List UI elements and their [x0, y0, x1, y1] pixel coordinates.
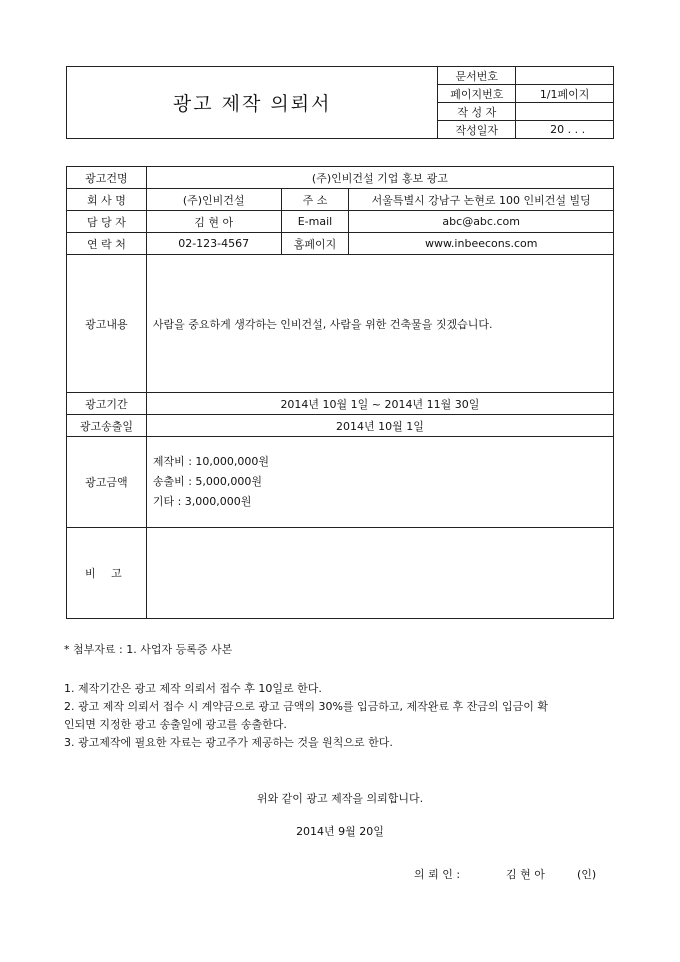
- page-no-value: 1/1페이지: [516, 85, 614, 103]
- closing-statement: 위와 같이 광고 제작을 의뢰합니다.: [256, 792, 424, 805]
- term-1: 1. 제작기간은 광고 제작 의뢰서 접수 후 10일로 한다.: [64, 682, 322, 695]
- manager-label: 담 당 자: [67, 211, 147, 233]
- requester-label: 의 뢰 인 :: [414, 868, 461, 881]
- address-value: 서울특별시 강남구 논현로 100 인비건설 빌딩: [349, 189, 614, 211]
- amount-other: 기타 : 3,000,000원: [152, 495, 252, 508]
- amount-production: 제작비 : 10,000,000원: [152, 455, 270, 468]
- page-no-label: 페이지번호: [438, 85, 516, 103]
- ad-name-label: 광고건명: [67, 167, 147, 189]
- attachment-note: * 첨부자료 : 1. 사업자 등록증 사본: [64, 643, 233, 656]
- remark-label: 비 고: [67, 528, 147, 619]
- period-value: 2014년 10월 1일 ~ 2014년 11월 30일: [146, 393, 613, 415]
- term-2: 2. 광고 제작 의뢰서 접수 시 계약금으로 광고 금액의 30%를 입금하고, 제작완료 후 잔금의 입금이 확: [64, 700, 549, 713]
- company-value: (주)인비건설: [146, 189, 281, 211]
- date-label: 작성일자: [438, 121, 516, 139]
- remark-value: [146, 528, 613, 619]
- contact-label: 연 락 처: [67, 233, 147, 255]
- address-label: 주 소: [281, 189, 349, 211]
- seal-mark: (인): [577, 868, 597, 881]
- email-value: abc@abc.com: [349, 211, 614, 233]
- term-2-cont: 인되면 지정한 광고 송출일에 광고를 송출한다.: [64, 718, 287, 731]
- document-title: 광고 제작 의뢰서: [67, 67, 438, 139]
- sign-date: 2014년 9월 20일: [296, 825, 384, 838]
- ad-name-value: (주)인비건설 기업 홍보 광고: [146, 167, 613, 189]
- author-value: [516, 103, 614, 121]
- homepage-label: 홈페이지: [281, 233, 349, 255]
- requester-name: 김 현 아: [506, 868, 545, 881]
- period-label: 광고기간: [67, 393, 147, 415]
- manager-value: 김 현 아: [146, 211, 281, 233]
- homepage-value: www.inbeecons.com: [349, 233, 614, 255]
- content-value: 사람을 중요하게 생각하는 인비건설, 사람을 위한 건축물을 짓겠습니다.: [146, 255, 613, 393]
- doc-no-label: 문서번호: [438, 67, 516, 85]
- broadcast-value: 2014년 10월 1일: [146, 415, 613, 437]
- amount-label: 광고금액: [67, 437, 147, 528]
- amount-broadcast: 송출비 : 5,000,000원: [152, 475, 263, 488]
- date-value: 20 . . .: [516, 121, 614, 139]
- amount-value: [146, 437, 613, 528]
- author-label: 작 성 자: [438, 103, 516, 121]
- document-header: [66, 66, 614, 139]
- doc-no-value: [516, 67, 614, 85]
- term-3: 3. 광고제작에 필요한 자료는 광고주가 제공하는 것을 원칙으로 한다.: [64, 736, 393, 749]
- content-label: 광고내용: [67, 255, 147, 393]
- company-label: 회 사 명: [67, 189, 147, 211]
- phone-value: 02-123-4567: [146, 233, 281, 255]
- request-form: [66, 166, 614, 619]
- email-label: E-mail: [281, 211, 349, 233]
- broadcast-label: 광고송출일: [67, 415, 147, 437]
